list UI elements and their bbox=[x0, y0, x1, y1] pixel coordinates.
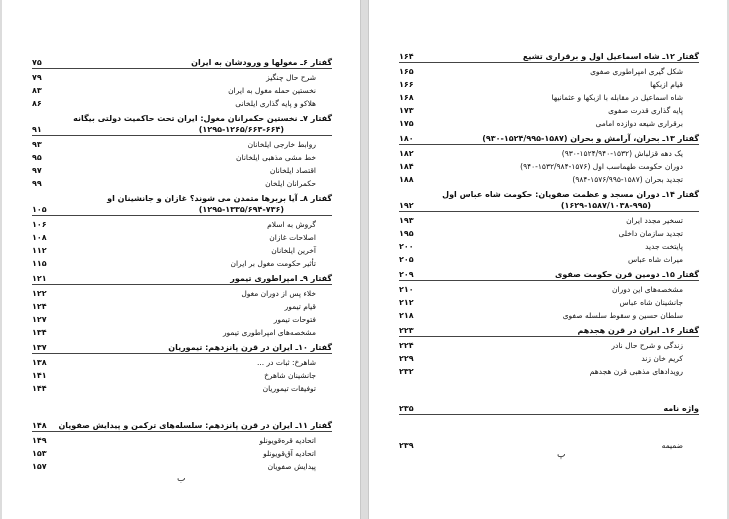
toc-entry-title: گفتار ۱۱ـ ایران در قرن پانزدهم: سلسله‌های ترکمن و پیدایش صفویان bbox=[58, 421, 332, 430]
toc-page-number: ۲۱۰ bbox=[399, 285, 414, 294]
toc-entry-title: گفتار ۶ـ مغولها و ورودشان به ایران bbox=[191, 58, 332, 67]
toc-entry-title: (۱۶۲۹-۱۵۸۷/۱۰۳۸-۹۹۵) bbox=[560, 201, 651, 210]
toc-entry-title: گفتار ۱۶ـ ایران در قرن هجدهم bbox=[577, 326, 699, 335]
toc-page-number: ۱۹۲ bbox=[399, 201, 414, 210]
toc-section-entry[interactable] bbox=[399, 65, 699, 78]
toc-page-number: ۱۲۱ bbox=[32, 274, 47, 283]
toc-entry-title: گفتار ۱۲ـ شاه اسماعیل اول و برقراری تشیع bbox=[522, 52, 699, 61]
toc-chapter-dates[interactable] bbox=[399, 199, 699, 212]
toc-chapter-entry[interactable] bbox=[32, 272, 332, 285]
toc-section-entry[interactable] bbox=[32, 369, 332, 382]
toc-page-number: ۹۹ bbox=[32, 179, 42, 188]
toc-chapter-entry[interactable] bbox=[32, 341, 332, 354]
toc-section-entry[interactable] bbox=[32, 447, 332, 460]
toc-chapter-entry[interactable] bbox=[399, 402, 699, 415]
toc-section-entry[interactable] bbox=[399, 365, 699, 378]
toc-entry-title: میراث شاه عباس bbox=[627, 255, 683, 264]
toc-entry-title: کریم خان زند bbox=[641, 354, 683, 363]
table-of-contents-right bbox=[399, 48, 699, 452]
toc-chapter-entry[interactable] bbox=[399, 324, 699, 337]
toc-section-entry[interactable] bbox=[399, 283, 699, 296]
toc-entry-title: ضمیمه bbox=[661, 441, 683, 450]
toc-entry-title: اصلاحات غازان bbox=[269, 233, 316, 242]
toc-page-number: ۲۲۳ bbox=[399, 326, 414, 335]
toc-entry-title: گفتار ۸ـ آیا بربرها متمدن می شوند؟ غازان و جانشینان او bbox=[107, 194, 332, 203]
toc-entry-title: زندگی و شرح حال نادر bbox=[611, 341, 683, 350]
toc-chapter-entry[interactable] bbox=[32, 419, 332, 432]
toc-page-number: ۱۸۰ bbox=[399, 134, 414, 143]
toc-section-entry[interactable] bbox=[32, 71, 332, 84]
toc-entry-title: برقراری شیعه دوازده امامی bbox=[595, 119, 683, 128]
toc-page-number: ۸۶ bbox=[32, 99, 42, 108]
toc-entry-title: قیام ازبکها bbox=[650, 80, 683, 89]
toc-section-entry[interactable] bbox=[399, 78, 699, 91]
toc-entry-title: قیام تیمور bbox=[284, 302, 316, 311]
page-folio-right: پ bbox=[557, 450, 566, 460]
toc-chapter-entry[interactable] bbox=[399, 50, 699, 63]
toc-page-number: ۹۵ bbox=[32, 153, 42, 162]
toc-page-number: ۲۱۲ bbox=[399, 298, 414, 307]
toc-page-number: ۱۴۹ bbox=[32, 436, 47, 445]
toc-page-number: ۱۳۴ bbox=[32, 328, 47, 337]
toc-entry-title: خلاء پس از دوران مغول bbox=[241, 289, 316, 298]
toc-section-entry[interactable] bbox=[399, 352, 699, 365]
toc-section-entry[interactable] bbox=[32, 218, 332, 231]
toc-chapter-dates[interactable] bbox=[32, 203, 332, 216]
toc-page-number: ۱۲۷ bbox=[32, 315, 47, 324]
toc-entry-title: واژه نامه bbox=[663, 404, 699, 413]
toc-page-number: ۱۱۵ bbox=[32, 259, 47, 268]
toc-section-entry[interactable] bbox=[32, 326, 332, 339]
toc-page-number: ۱۸۸ bbox=[399, 175, 414, 184]
toc-section-entry[interactable] bbox=[399, 117, 699, 130]
toc-page-number: ۱۷۳ bbox=[399, 106, 414, 115]
toc-section-entry[interactable] bbox=[32, 300, 332, 313]
page-folio-left: ب bbox=[177, 474, 186, 484]
toc-section-entry[interactable] bbox=[32, 84, 332, 97]
toc-page-number: ۱۴۴ bbox=[32, 384, 47, 393]
toc-section-entry[interactable] bbox=[32, 151, 332, 164]
toc-section-entry[interactable] bbox=[32, 257, 332, 270]
toc-entry-title: دوران حکومت طهماسب اول (۱۵۷۶-۱۵۳۲/۹۸۴-۹۴۰) bbox=[520, 162, 683, 171]
toc-page-number: ۱۵۷ bbox=[32, 462, 47, 471]
toc-entry-title: گفتار ۷ـ نخستین حکمرانان مغول: ایران تحت حاکمیت دولتی بیگانه bbox=[73, 114, 332, 123]
toc-entry-title: تجدید سازمان داخلی bbox=[618, 229, 683, 238]
toc-entry-title: گروش به اسلام bbox=[267, 220, 316, 229]
toc-page-number: ۲۱۸ bbox=[399, 311, 414, 320]
toc-page-number: ۱۸۲ bbox=[399, 149, 414, 158]
toc-entry-title: روابط خارجی ایلخانان bbox=[247, 140, 316, 149]
toc-page-number: ۱۵۳ bbox=[32, 449, 47, 458]
toc-entry-title: شاه اسماعیل در مقابله با ازبکها و عثمانیها bbox=[551, 93, 683, 102]
toc-entry-title: گفتار ۱۵ـ دومین قرن حکومت صفوی bbox=[555, 270, 699, 279]
toc-section-entry[interactable] bbox=[399, 160, 699, 173]
toc-page-number: ۱۸۴ bbox=[399, 162, 414, 171]
toc-section-entry[interactable] bbox=[32, 356, 332, 369]
toc-page-number: ۷۹ bbox=[32, 73, 42, 82]
toc-entry-title: پایه گذاری قدرت صفوی bbox=[608, 106, 683, 115]
section-spacer bbox=[399, 378, 699, 400]
toc-entry-title: تجدید بحران (۱۵۸۷-۱۵۷۶/۹۹۵-۹۸۴) bbox=[572, 175, 683, 184]
toc-section-entry[interactable] bbox=[399, 91, 699, 104]
toc-section-entry[interactable] bbox=[399, 439, 699, 452]
toc-entry-title: توفیقات تیموریان bbox=[262, 384, 316, 393]
toc-entry-title: مشخصه‌های این دوران bbox=[611, 285, 683, 294]
toc-entry-title: گفتار ۱۴ـ دوران مسجد و عظمت صفویان: حکومت شاه عباس اول bbox=[442, 190, 699, 199]
toc-page-number: ۲۰۹ bbox=[399, 270, 414, 279]
toc-section-entry[interactable] bbox=[32, 164, 332, 177]
toc-section-entry[interactable] bbox=[32, 434, 332, 447]
toc-section-entry[interactable] bbox=[32, 287, 332, 300]
toc-chapter-dates[interactable] bbox=[32, 123, 332, 136]
toc-entry-title: جانشینان شاهرخ bbox=[264, 371, 316, 380]
toc-section-entry[interactable] bbox=[399, 240, 699, 253]
toc-page-number: ۱۹۵ bbox=[399, 229, 414, 238]
toc-section-entry[interactable] bbox=[32, 244, 332, 257]
toc-page-number: ۱۶۵ bbox=[399, 67, 414, 76]
toc-page-number: ۷۵ bbox=[32, 58, 42, 67]
toc-entry-title: رویدادهای مذهبی قرن هجدهم bbox=[589, 367, 683, 376]
toc-entry-title: هلاکو و پایه گذاری ایلخانی bbox=[235, 99, 316, 108]
toc-entry-title: شاهرخ: ثبات در ... bbox=[257, 358, 316, 367]
toc-page-number: ۱۳۷ bbox=[32, 343, 47, 352]
toc-entry-title: یک دهه قزلباش (۱۵۳۲-۱۵۲۴/۹۴۰-۹۳۰) bbox=[561, 149, 683, 158]
toc-section-entry[interactable] bbox=[399, 214, 699, 227]
toc-section-entry[interactable] bbox=[399, 309, 699, 322]
right-page bbox=[369, 0, 727, 519]
toc-page-number: ۱۰۸ bbox=[32, 233, 47, 242]
toc-section-entry[interactable] bbox=[32, 138, 332, 151]
toc-page-number: ۱۴۸ bbox=[32, 421, 47, 430]
toc-section-entry[interactable] bbox=[32, 382, 332, 395]
toc-entry-title: گفتار ۱۳ـ بحران، آرامش و بحران (۱۵۸۷-۱۵۲۴/۹۹۵-۹۳۰) bbox=[482, 134, 699, 143]
toc-page-number: ۱۲۴ bbox=[32, 302, 47, 311]
toc-entry-title: گفتار ۱۰ـ ایران در قرن پانزدهم: تیموریان bbox=[168, 343, 332, 352]
toc-entry-title: (۱۲۹۵-۱۳۳۵/۶۹۴-۷۳۶) bbox=[198, 205, 284, 214]
toc-page-number: ۱۹۳ bbox=[399, 216, 414, 225]
toc-section-entry[interactable] bbox=[32, 97, 332, 110]
toc-page-number: ۲۳۲ bbox=[399, 367, 414, 376]
toc-chapter-entry[interactable] bbox=[32, 56, 332, 69]
toc-entry-title: خط مشی مذهبی ایلخانان bbox=[236, 153, 316, 162]
toc-entry-title: حکمرانان ایلخان bbox=[265, 179, 316, 188]
toc-section-entry[interactable] bbox=[399, 227, 699, 240]
section-spacer bbox=[32, 395, 332, 417]
table-of-contents-left bbox=[32, 54, 332, 473]
toc-page-number: ۱۴۱ bbox=[32, 371, 47, 380]
toc-entry-title: سلطان حسین و سقوط سلسله صفوی bbox=[562, 311, 683, 320]
toc-page-number: ۲۳۵ bbox=[399, 404, 414, 413]
toc-page-number: ۱۷۵ bbox=[399, 119, 414, 128]
toc-page-number: ۱۳۸ bbox=[32, 358, 47, 367]
toc-section-entry[interactable] bbox=[399, 104, 699, 117]
toc-page-number: ۱۰۵ bbox=[32, 205, 47, 214]
toc-page-number: ۲۰۵ bbox=[399, 255, 414, 264]
toc-entry-title: آخرین ایلخانان bbox=[271, 246, 316, 255]
toc-section-entry[interactable] bbox=[32, 177, 332, 190]
left-page bbox=[2, 0, 360, 519]
toc-entry-title: گفتار ۹ـ امپراطوری تیمور bbox=[230, 274, 332, 283]
toc-entry-title: اقتصاد ایلخانان bbox=[269, 166, 316, 175]
toc-page-number: ۸۳ bbox=[32, 86, 42, 95]
toc-section-entry[interactable] bbox=[32, 313, 332, 326]
toc-page-number: ۱۱۲ bbox=[32, 246, 47, 255]
toc-page-number: ۲۰۰ bbox=[399, 242, 414, 251]
toc-entry-title: شکل گیری امپراطوری صفوی bbox=[590, 67, 683, 76]
toc-page-number: ۲۲۴ bbox=[399, 341, 414, 350]
toc-section-entry[interactable] bbox=[32, 460, 332, 473]
toc-page-number: ۹۳ bbox=[32, 140, 42, 149]
toc-entry-title: تسخیر مجدد ایران bbox=[626, 216, 683, 225]
toc-entry-title: اتحادیه آق‌قویونلو bbox=[263, 449, 316, 458]
toc-page-number: ۹۱ bbox=[32, 125, 42, 134]
toc-section-entry[interactable] bbox=[399, 253, 699, 266]
toc-page-number: ۲۲۹ bbox=[399, 354, 414, 363]
toc-entry-title: فتوحات تیمور bbox=[273, 315, 316, 324]
toc-entry-title: پیدایش صفویان bbox=[267, 462, 316, 471]
toc-entry-title: مشخصه‌های امپراطوری تیمور bbox=[222, 328, 316, 337]
toc-page-number: ۱۰۶ bbox=[32, 220, 47, 229]
toc-entry-title: نخستین حمله مغول به ایران bbox=[228, 86, 316, 95]
toc-chapter-entry[interactable] bbox=[399, 132, 699, 145]
toc-entry-title: پایتخت جدید bbox=[645, 242, 683, 251]
toc-entry-title: جانشینان شاه عباس bbox=[619, 298, 683, 307]
toc-section-entry[interactable] bbox=[399, 147, 699, 160]
toc-section-entry[interactable] bbox=[399, 173, 699, 186]
toc-section-entry[interactable] bbox=[399, 296, 699, 309]
toc-entry-title: (۱۲۹۵-۱۲۶۵/۶۶۳-۶۶۴) bbox=[198, 125, 284, 134]
toc-chapter-entry[interactable] bbox=[399, 268, 699, 281]
toc-entry-title: تأثیر حکومت مغول بر ایران bbox=[230, 259, 316, 268]
toc-page-number: ۱۶۶ bbox=[399, 80, 414, 89]
toc-page-number: ۱۲۲ bbox=[32, 289, 47, 298]
toc-section-entry[interactable] bbox=[32, 231, 332, 244]
toc-page-number: ۱۶۸ bbox=[399, 93, 414, 102]
toc-entry-title: شرح حال چنگیز bbox=[266, 73, 316, 82]
toc-page-number: ۹۷ bbox=[32, 166, 42, 175]
toc-page-number: ۲۳۹ bbox=[399, 441, 414, 450]
section-spacer bbox=[399, 417, 699, 439]
toc-page-number: ۱۶۴ bbox=[399, 52, 414, 61]
toc-section-entry[interactable] bbox=[399, 339, 699, 352]
toc-entry-title: اتحادیه قره‌قویونلو bbox=[259, 436, 316, 445]
